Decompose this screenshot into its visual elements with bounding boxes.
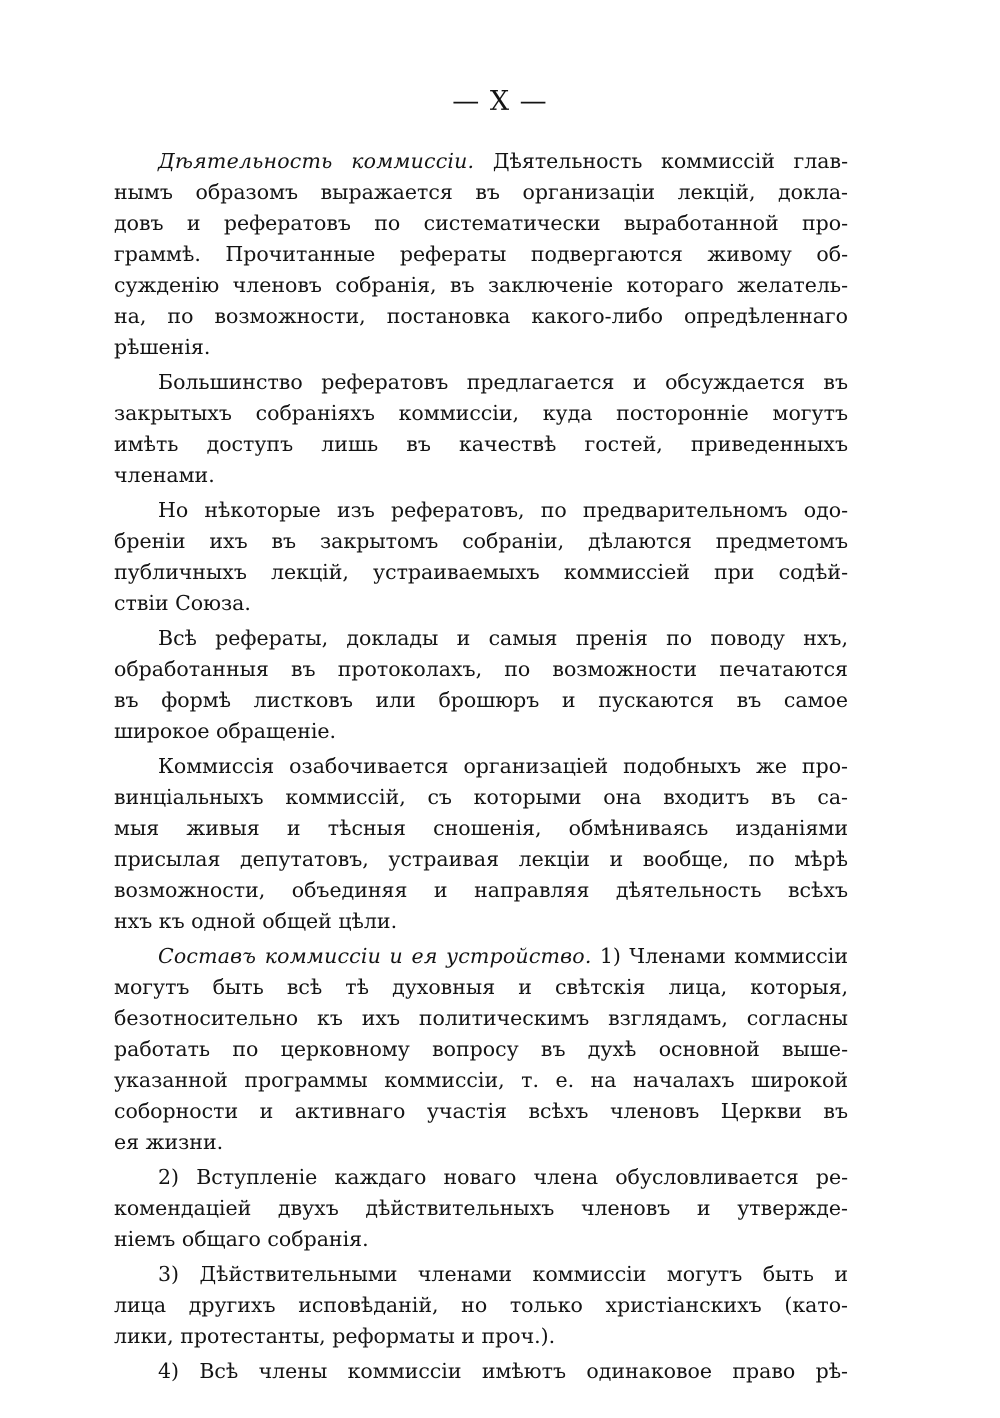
line-text: публичныхъ лекцій, устраиваемыхъ коммиссіей при содѣй- [114,560,848,584]
line-text: сужденію членовъ собранія, въ заключеніе котораго желатель- [114,273,848,297]
line-text: лица другихъ исповѣданій, но только христіанскихъ (като- [114,1293,848,1317]
text-line [114,1162,848,1193]
line-text: мыя живыя и тѣсныя сношенія, обмѣниваясь изданіями [114,816,848,840]
section-heading: Дѣятельность коммиссіи. [158,149,475,173]
line-text: 2) Вступленіе каждаго новаго члена обусловливается ре- [158,1165,848,1189]
line-text: широкое обращеніе. [114,719,337,743]
section-heading: Составъ коммиссіи и ея устройство. [158,944,592,968]
text-line [114,844,848,875]
text-line [114,588,848,619]
line-text: Большинство рефератовъ предлагается и обсуждается въ [158,370,848,394]
line-text: имѣть доступъ лишь въ качествѣ гостей, приведенныхъ [114,432,848,456]
text-line [114,367,848,398]
line-text: закрытыхъ собраніяхъ коммиссіи, куда посторонніе могутъ [114,401,848,425]
line-text: работать по церковному вопросу въ духѣ основной выше- [114,1037,848,1061]
line-text: нхъ къ одной общей цѣли. [114,909,398,933]
text-line [114,146,848,177]
text-line [114,751,848,782]
text-line [114,941,848,972]
text-line [114,906,848,937]
line-text: ніемъ общаго собранія. [114,1227,369,1251]
text-line [114,1096,848,1127]
text-line [114,875,848,906]
text-line [114,1065,848,1096]
text-line [114,301,848,332]
line-text: 1) Членами коммиссіи [591,944,848,968]
text-line [114,654,848,685]
text-line [114,1321,848,1352]
line-text: рѣшенія. [114,335,211,359]
line-text: соборности и активнаго участія всѣхъ членовъ Церкви въ [114,1099,848,1123]
text-line [114,782,848,813]
text-line [114,1224,848,1255]
line-text: граммѣ. Прочитанные рефераты подвергаются живому об- [114,242,848,266]
line-text: указанной программы коммиссіи, т. е. на началахъ широкой [114,1068,848,1092]
text-line [114,332,848,363]
text-line [114,623,848,654]
text-line [114,398,848,429]
line-text: въ формѣ листковъ или брошюръ и пускаются въ самое [114,688,848,712]
line-text: довъ и рефератовъ по систематически выработанной про- [114,211,848,235]
line-text: безотносительно къ ихъ политическимъ взглядамъ, согласны [114,1006,848,1030]
text-line [114,1290,848,1321]
line-text: комендаціей двухъ дѣйствительныхъ членовъ и утвержде- [114,1196,848,1220]
line-text: нымъ образомъ выражается въ организаціи лекцій, докла- [114,180,848,204]
text-line [114,972,848,1003]
text-line [114,177,848,208]
line-text: присылая депутатовъ, устраивая лекціи и вообще, по мѣрѣ [114,847,848,871]
line-text: бреніи ихъ въ закрытомъ собраніи, дѣлаются предметомъ [114,529,848,553]
line-text: Всѣ рефераты, доклады и самыя пренія по поводу нхъ, [158,626,848,650]
line-text: на, по возможности, постановка какого-либо опредѣленнаго [114,304,848,328]
line-text: могутъ быть всѣ тѣ духовныя и свѣтскія лица, которыя, [114,975,848,999]
text-line [114,1127,848,1158]
line-text: возможности, объединяя и направляя дѣятельность всѣхъ [114,878,848,902]
text-line [114,460,848,491]
text-body [114,146,848,1387]
line-text: Дѣятельность коммиссій глав- [474,149,848,173]
text-line [114,1034,848,1065]
text-line [114,1259,848,1290]
text-line [114,813,848,844]
line-text: Коммиссія озабочивается организаціей подобныхъ же про- [158,754,848,778]
text-line [114,208,848,239]
line-text: ствіи Союза. [114,591,251,615]
text-line [114,429,848,460]
text-line [114,1003,848,1034]
line-text: винціальныхъ коммиссій, съ которыми она входитъ въ са- [114,785,848,809]
text-line [114,716,848,747]
text-line [114,270,848,301]
line-text: обработанныя въ протоколахъ, по возможности печатаются [114,657,848,681]
page-number: — X — [452,86,548,117]
text-line [114,495,848,526]
line-text: 4) Всѣ члены коммиссіи имѣютъ одинаковое право рѣ- [158,1359,848,1383]
text-line [114,685,848,716]
text-line [114,239,848,270]
line-text: 3) Дѣйствительными членами коммиссіи могутъ быть и [158,1262,848,1286]
text-line [114,526,848,557]
text-line [114,1356,848,1387]
text-line [114,557,848,588]
text-line [114,1193,848,1224]
line-text: членами. [114,463,215,487]
line-text: Но нѣкоторые изъ рефератовъ, по предварительномъ одо- [158,498,848,522]
line-text: ея жизни. [114,1130,224,1154]
line-text: лики, протестанты, реформаты и проч.). [114,1324,556,1348]
